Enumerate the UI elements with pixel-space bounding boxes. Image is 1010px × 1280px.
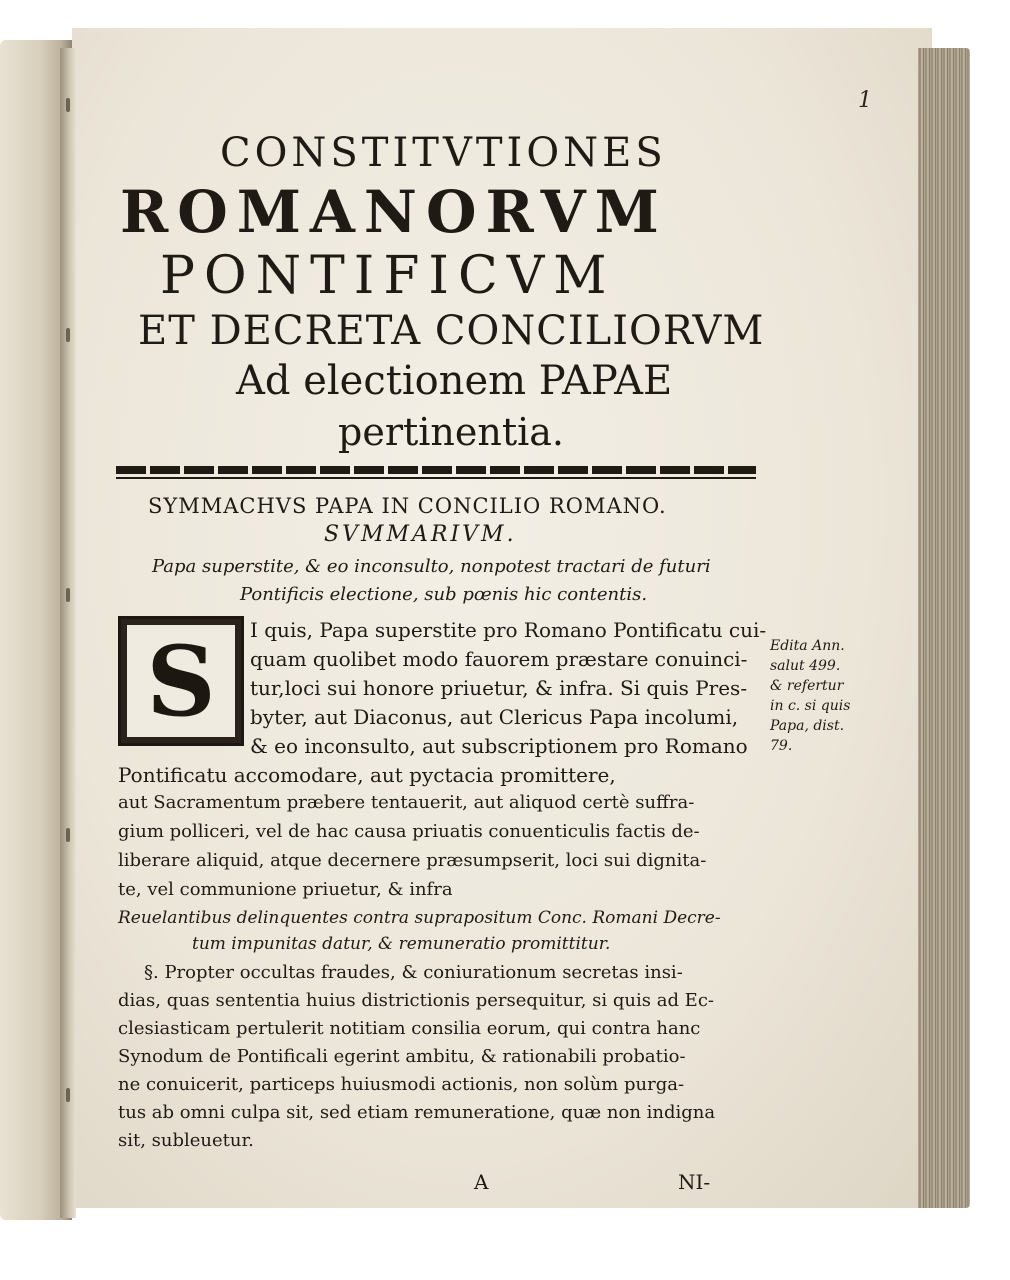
- text-line: I quis, Papa superstite pro Romano Pontificatu cui-: [250, 618, 767, 642]
- decorative-rule: [116, 466, 756, 474]
- section-subheading: SVMMARIVM.: [324, 522, 517, 547]
- text-line: Pontificatu accomodare, aut pyctacia promittere,: [118, 763, 616, 787]
- page-number: 1: [858, 88, 872, 113]
- binding-stitch: [66, 828, 70, 842]
- text-line: Synodum de Pontificali egerint ambitu, & rationabili probatio-: [118, 1046, 686, 1067]
- text-line: clesiasticam pertulerit notitiam consilia eorum, qui contra hanc: [118, 1018, 701, 1039]
- dropcap-initial: [118, 616, 244, 746]
- text-line: tur,loci sui honore priuetur, & infra. Si quis Pres-: [250, 676, 748, 700]
- text-line: tus ab omni culpa sit, sed etiam remuneratione, quæ non indigna: [118, 1102, 716, 1123]
- binding-stitch: [66, 1088, 70, 1102]
- text-line: sit, subleuetur.: [118, 1130, 254, 1151]
- page-edges: [918, 48, 970, 1208]
- text-line: te, vel communione priuetur, & infra: [118, 879, 453, 900]
- title-line-4: ET DECRETA CONCILIORVM: [138, 308, 765, 354]
- title-line-3: PONTIFICVM: [160, 246, 616, 306]
- marginal-note: Edita Ann. salut 499. & refertur in c. si quis Papa, dist. 79.: [770, 638, 851, 754]
- dropcap-letter: S: [146, 624, 216, 738]
- text-line: dias, quas sententia huius districtionis persequitur, si quis ad Ec-: [118, 990, 714, 1011]
- text-line: aut Sacramentum præbere tentauerit, aut aliquod certè suffra-: [118, 792, 695, 813]
- catchword: NI-: [678, 1170, 711, 1194]
- text-line: §. Propter occultas fraudes, & coniurationum secretas insi-: [144, 962, 683, 983]
- title-line-2: ROMANORVM: [120, 178, 668, 246]
- summary-line: Papa superstite, & eo inconsulto, nonpotest tractari de futuri: [152, 556, 711, 577]
- italic-note-line: Reuelantibus delinquentes contra suprapositum Conc. Romani Decre-: [118, 908, 721, 928]
- decorative-rule-line: [116, 477, 756, 479]
- text-line: & eo inconsulto, aut subscriptionem pro Romano: [250, 734, 748, 758]
- title-line-5: Ad electionem PAPAE: [236, 358, 673, 404]
- title-line-1: CONSTITVTIONES: [220, 130, 667, 176]
- signature-mark: A: [474, 1170, 489, 1194]
- text-line: gium polliceri, vel de hac causa priuatis conuenticulis factis de-: [118, 821, 700, 842]
- gutter: [60, 48, 76, 1218]
- section-heading: SYMMACHVS PAPA IN CONCILIO ROMANO.: [148, 494, 667, 518]
- binding-stitch: [66, 98, 70, 112]
- text-line: quam quolibet modo fauorem præstare conuinci-: [250, 647, 748, 671]
- title-line-6: pertinentia.: [338, 410, 564, 454]
- text-line: byter, aut Diaconus, aut Clericus Papa incolumi,: [250, 705, 739, 729]
- italic-note-line: tum impunitas datur, & remuneratio promittitur.: [192, 934, 611, 954]
- text-line: liberare aliquid, atque decernere præsumpserit, loci sui dignita-: [118, 850, 707, 871]
- text-line: ne conuicerit, particeps huiusmodi actionis, non solùm purga-: [118, 1074, 685, 1095]
- binding-stitch: [66, 588, 70, 602]
- binding-stitch: [66, 328, 70, 342]
- summary-line: Pontificis electione, sub pœnis hic contentis.: [240, 584, 648, 605]
